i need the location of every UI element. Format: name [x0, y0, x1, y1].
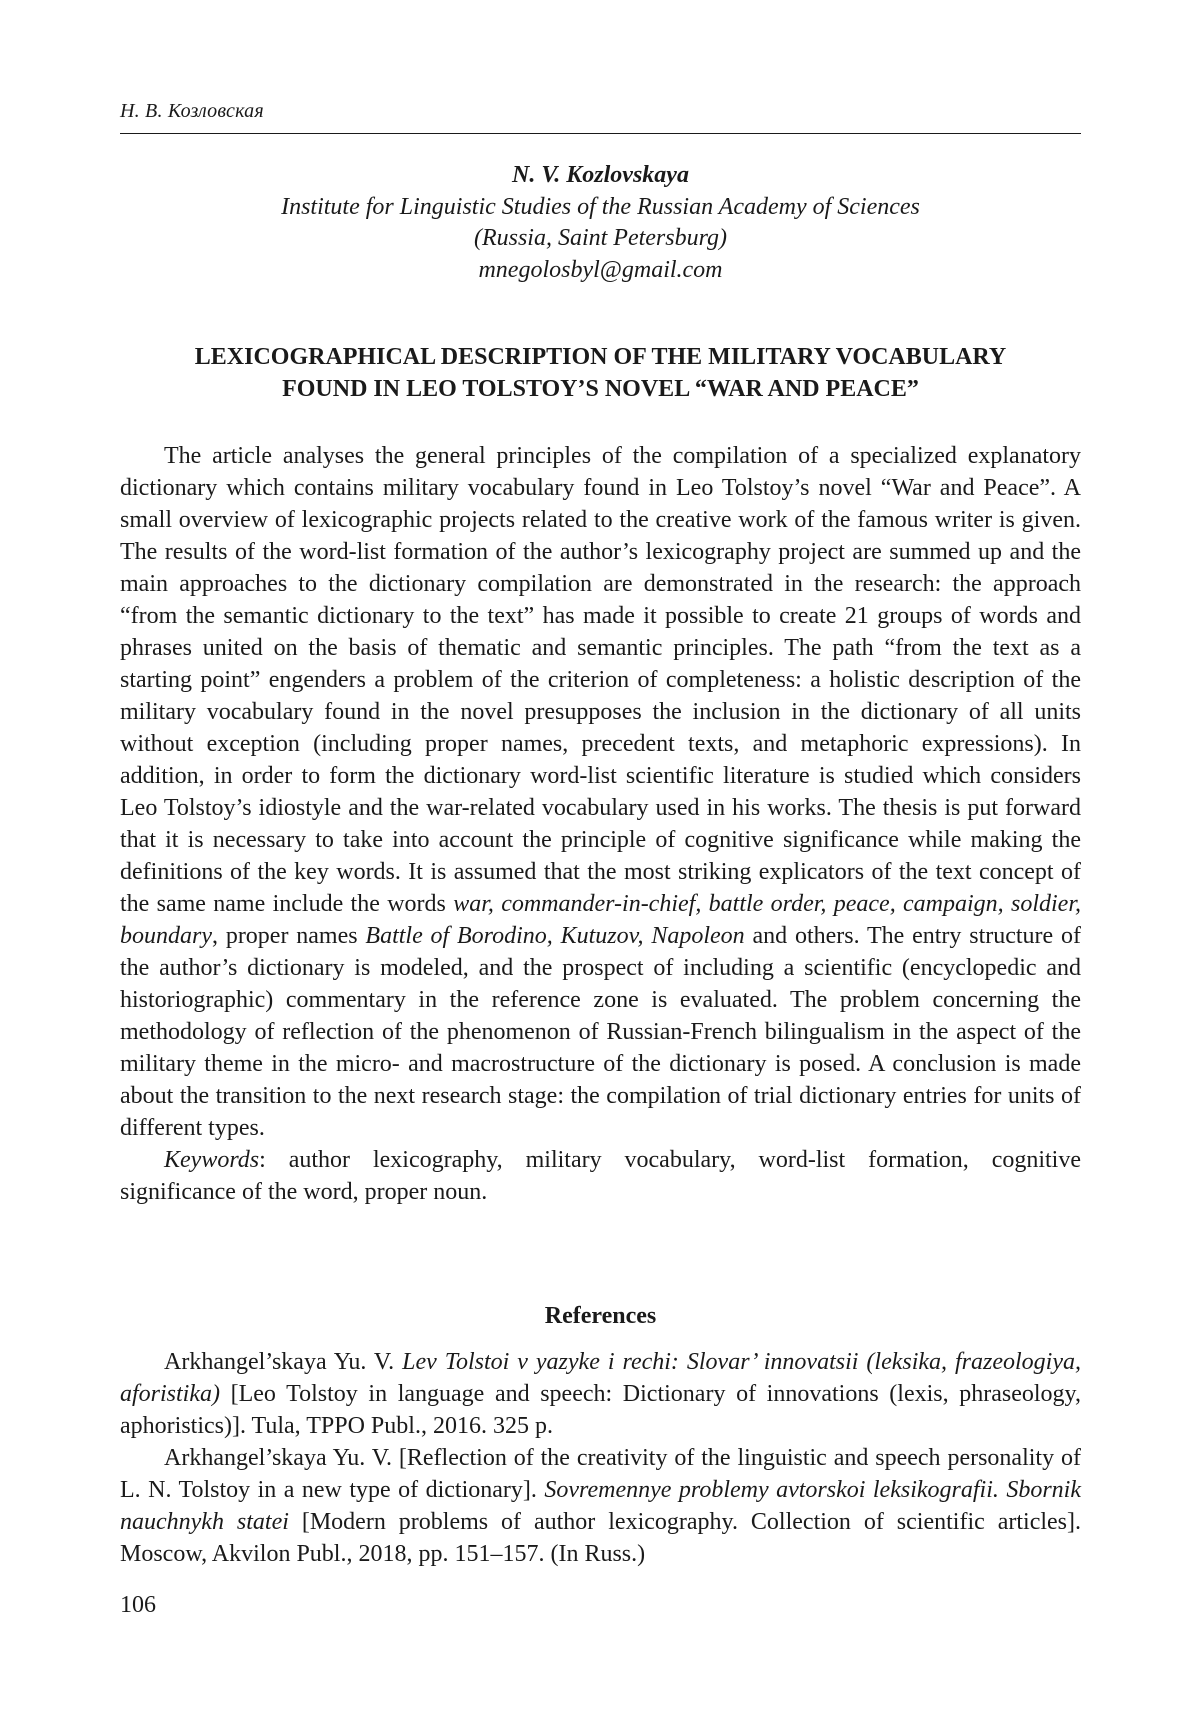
author-name: N. V. Kozlovskaya: [512, 162, 689, 188]
abstract-italic-names: Battle of Borodino, Kutuzov, Napoleon: [365, 923, 745, 949]
abstract: [120, 440, 1081, 1208]
abstract-text-2: , proper names: [212, 923, 366, 949]
reference-title: Sovremennye problemy avtorskoi leksikografii. Sbornik nauchnykh statei: [120, 1477, 1081, 1535]
abstract-italic-words: war, commander-in-chief, battle order, peace, campaign, soldier, boundary: [120, 891, 1081, 949]
article-title: [120, 341, 1081, 405]
reference-details: [Modern problems of author lexicography. Collection of scientific articles]. Moscow, Akvilon Publ., 2018, pp. 151–157. (In Russ.): [120, 1509, 1081, 1567]
references-heading: References: [544, 1303, 657, 1329]
page-number: 106: [120, 1592, 156, 1618]
title-line-2: FOUND IN LEO TOLSTOY’S NOVEL “WAR AND PEACE”: [282, 376, 919, 402]
author-block: [120, 160, 1081, 286]
references-list: [120, 1346, 1081, 1570]
author-email: mnegolosbyl@gmail.com: [478, 256, 723, 283]
reference-item: [120, 1346, 1081, 1442]
reference-title: Lev Tolstoi v yazyke i rechi: Slovar’ innovatsii (leksika, frazeologiya, aforistika): [120, 1349, 1081, 1407]
author-affiliation: Institute for Linguistic Studies of the Russian Academy of Sciences: [281, 193, 920, 220]
keywords-text: : author lexicography, military vocabulary, word-list formation, cognitive significance of the word, proper noun.: [120, 1147, 1081, 1205]
reference-item: [120, 1442, 1081, 1570]
reference-details: [Leo Tolstoy in language and speech: Dictionary of innovations (lexis, phraseology, aphoristics)]. Tula, TPPO Publ., 2016. 325 p.: [120, 1381, 1081, 1439]
reference-pre: [Reflection of the creativity of the linguistic and speech personality of L. N. Tolstoy in a new type of dictionary].: [120, 1445, 1081, 1503]
reference-author: Arkhangel’skaya Yu. V.: [164, 1349, 403, 1375]
keywords-label: Keywords: [164, 1147, 260, 1173]
keywords-paragraph: [120, 1144, 1081, 1208]
reference-author: Arkhangel’skaya Yu. V.: [164, 1445, 399, 1471]
abstract-text-3: and others. The entry structure of the author’s dictionary is modeled, and the prospect of including a scientific (encyclopedic and historiographic) commentary in the reference zone is evaluated. The problem concerning the methodology of reflection of the phenomenon of Russian-French bilingualism in the aspect of the military theme in the micro- and macrostructure of the dictionary is posed. A conclusion is made about the transition to the next research stage: the compilation of trial dictionary entries for units of different types.: [120, 923, 1082, 1141]
abstract-paragraph: [120, 440, 1081, 1144]
running-head: Н. В. Козловская: [120, 100, 264, 122]
title-line-1: LEXICOGRAPHICAL DESCRIPTION OF THE MILITARY VOCABULARY: [194, 344, 1007, 370]
author-location: (Russia, Saint Petersburg): [473, 225, 728, 251]
header-rule: [120, 133, 1081, 134]
abstract-text-1: The article analyses the general principles of the compilation of a specialized explanatory dictionary which contains military vocabulary found in Leo Tolstoy’s novel “War and Peace”. A small overview of lexicographic projects related to the creative work of the famous writer is given. The results of the word-list formation of the author’s lexicography project are summed up and the main approaches to the dictionary compilation are demonstrated in the research: the approach “from the semantic dictionary to the text” has made it possible to create 21 groups of words and phrases united on the basis of thematic and semantic principles. The path “from the text as a starting point” engenders a problem of the criterion of completeness: a holistic description of the military vocabulary found in the novel presupposes the inclusion in the dictionary of all units without exception (including proper names, precedent texts, and metaphoric expressions). In addition, in order to form the dictionary word-list scientific literature is studied which considers Leo Tolstoy’s idiostyle and the war-related vocabulary used in his works. The thesis is put forward that it is necessary to take into account the principle of cognitive significance while making the definitions of the key words. It is assumed that the most striking explicators of the text concept of the same name include the words: [120, 443, 1081, 917]
